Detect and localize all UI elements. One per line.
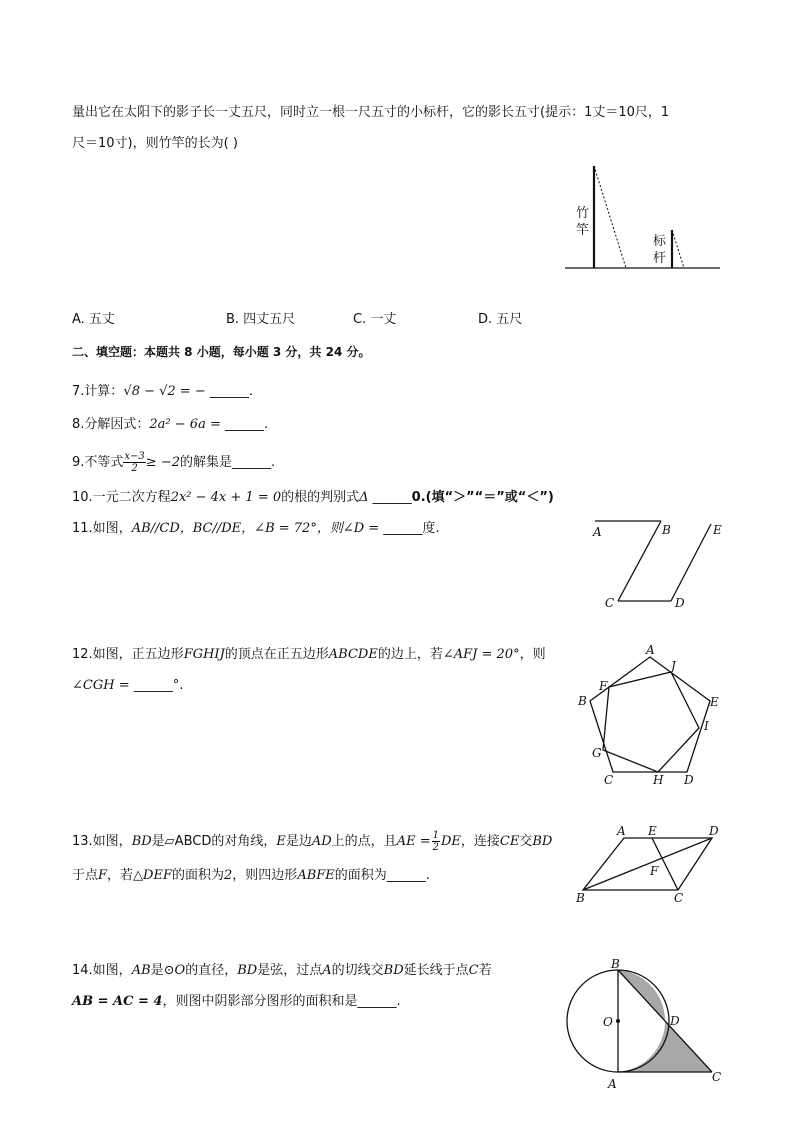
bamboo-shadow-ray [594,166,626,268]
label-a: A [646,643,655,657]
q13-frac-num: 1 [432,830,439,841]
option-a: A. 五丈 [72,312,115,327]
label-e: E [648,824,657,838]
q14-l1-j: 延长线于点 [403,963,469,978]
q12-figure [570,640,730,790]
q14-l2-b: ，则图中阴影部分图形的面积和是 [162,994,358,1009]
q11 [72,520,439,538]
q9-expr: ≥ −2 [145,455,180,470]
q14-l2-blank: ______ [357,994,397,1009]
stick-label-1: 标 [653,234,667,249]
q8-prefix: 8.分解因式： [72,417,150,432]
q12-l1-a: FGHIJ [183,647,225,662]
q13-l1-i: ，连接 [460,834,500,849]
label-b: B [576,891,585,905]
q13-l2-h: ABFE [297,868,335,883]
q13-l1-e: AD [311,834,332,849]
q10-tail: 0.(填“＞”“＝”或“＜”) [411,490,554,505]
q8-blank: ______ [224,417,264,432]
q12-l2-expr: ∠CGH = [72,678,130,693]
q14-l1-d: 的直径， [185,963,238,978]
q6-line2: 尺＝10寸)，则竹竿的长为( ) [72,136,238,151]
q14-l1-b: 是 [150,963,164,978]
q14-l1-a: AB [131,963,151,978]
q14-l1-f: 是弦，过点 [257,963,323,978]
q10-expr: 2x² − 4x + 1 = 0 [170,490,282,505]
q12-l2-blank: ______ [133,678,173,693]
q13-l1-b: 是▱ABCD的对角线， [151,834,277,849]
q8 [72,416,268,434]
label-b: B [578,694,587,708]
q14-line1 [72,962,492,980]
q10-delta: Δ [359,490,369,505]
q13-l2-c: ，若 [107,868,134,883]
q13-l1-c: E [276,834,286,849]
q9-suffix: 的解集是 [180,455,233,470]
q12-line1 [72,646,546,664]
q13-fraction [432,830,440,853]
line-bc [618,521,661,601]
label-d: D [670,1014,680,1028]
q10 [72,489,554,507]
q13-l2-end: . [425,868,430,883]
q13-l1-prefix: 13.如图， [72,834,132,849]
q7-expr: √8 − √2 = − [123,384,206,399]
label-b: B [611,957,620,971]
pole-label-1: 竹 [576,206,590,221]
q13-l1-k: 交 [519,834,533,849]
q14-l1-prefix: 14.如图， [72,963,132,978]
q13-l1-l: BD [532,834,553,849]
stick-label-2: 杆 [653,251,667,266]
q14-l1-i: BD [383,963,404,978]
label-g: G [592,746,602,760]
q11-expr: AB//CD，BC//DE，∠B = 72°，则∠D = [131,521,380,536]
label-f: F [599,679,608,693]
label-j: J [671,659,676,673]
q13-l2-f: 2 [224,868,233,883]
q13-l1-a: BD [131,834,152,849]
q9-frac-den: 2 [131,463,138,474]
q13-l2-g: ，则四边形 [232,868,298,883]
q13-l2-blank: ______ [386,868,426,883]
label-i: I [704,719,709,733]
q10-prefix: 10.一元二次方程 [72,490,171,505]
label-f: F [650,864,659,878]
q12-l1-mid2: 的边上，若 [377,647,443,662]
q11-prefix: 11.如图， [72,521,132,536]
q13-l1-f: 上的点，且 [331,834,397,849]
q13-l2-b: F [98,868,108,883]
q13-l2-i: 的面积为 [334,868,387,883]
label-d: D [684,773,694,787]
q13-frac-den: 2 [432,842,439,853]
q13-l2-d: △DEF [133,868,172,883]
q14-l2-a: AB = AC = 4 [72,994,163,1009]
q11-blank: ______ [383,521,423,536]
q7-end: . [248,384,254,399]
q14-l1-l: 若 [478,963,492,978]
q12-l1-prefix: 12.如图，正五边形 [72,647,184,662]
shaded-region-dac [618,1021,712,1072]
option-b: B. 四丈五尺 [226,312,296,327]
label-b: B [662,523,671,537]
q12-l1-b: ABCDE [328,647,378,662]
q12-l1-end: ，则 [519,647,546,662]
option-c: C. 一丈 [353,312,397,327]
q12-l1-mid: 的顶点在正五边形 [224,647,329,662]
q8-end: . [263,417,269,432]
q13-l1-g: AE = [396,834,431,849]
q12-line2 [72,677,183,695]
q14-l1-e: BD [237,963,258,978]
q9-blank: ______ [232,455,272,470]
label-c: C [604,773,614,787]
option-d: D. 五尺 [478,312,523,327]
pentagon-fghij [603,672,699,772]
pole-label-2: 竿 [576,223,590,238]
q9-fraction [123,451,145,474]
q13-line2 [72,867,430,885]
q11-figure [585,515,725,615]
label-c: C [605,596,615,610]
q13-l1-h: DE [440,834,461,849]
label-e: E [710,695,719,709]
q14-l1-k: C [468,963,479,978]
line-de [671,524,711,601]
q13-figure [570,820,730,910]
q12-l1-c: ∠AFJ = 20° [442,647,520,662]
section-heading: 二、填空题：本题共 8 小题，每小题 3 分，共 24 分。 [72,345,371,359]
q9-prefix: 9.不等式 [72,455,124,470]
q13-l2-e: 的面积为 [172,868,225,883]
q6-figure [560,160,730,275]
q12-l2-end: °. [172,678,184,693]
q7-blank: ______ [209,384,249,399]
label-h: H [653,773,664,787]
label-e: E [713,523,722,537]
q14-l1-h: 的切线交 [331,963,384,978]
q14-figure [560,955,730,1095]
q13-l1-d: 是边 [285,834,312,849]
diagonal-bd [583,838,712,890]
center-dot [616,1019,620,1023]
label-c: C [712,1070,722,1084]
label-d: D [675,596,685,610]
q14-l1-c: ⊙O [163,963,186,978]
q11-end: 度. [422,521,440,536]
q10-mid: 的根的判别式 [281,490,360,505]
q9-end: . [271,455,276,470]
label-d: D [709,824,719,838]
q14-line2 [72,993,401,1011]
label-a: A [608,1077,617,1091]
label-c: C [674,891,684,905]
q10-blank: ______ [372,490,412,505]
q9-frac-num: x−3 [124,451,145,462]
label-o: O [603,1015,613,1029]
label-a: A [617,824,626,838]
q14-l2-end: . [396,994,401,1009]
q6-line1: 量出它在太阳下的影子长一丈五尺，同时立一根一尺五寸的小标杆，它的影长五寸(提示：1丈＝10尺，1 [72,105,670,120]
label-a: A [593,525,602,539]
q9 [72,451,275,475]
q13-l1-j: CE [499,834,520,849]
q7-prefix: 7.计算： [72,384,124,399]
q14-l1-g: A [322,963,332,978]
q8-expr: 2a² − 6a = [149,417,221,432]
q13-line1 [72,830,552,854]
q7 [72,383,253,401]
marker-shadow-ray [672,230,684,268]
q13-l2-a: 于点 [72,868,99,883]
